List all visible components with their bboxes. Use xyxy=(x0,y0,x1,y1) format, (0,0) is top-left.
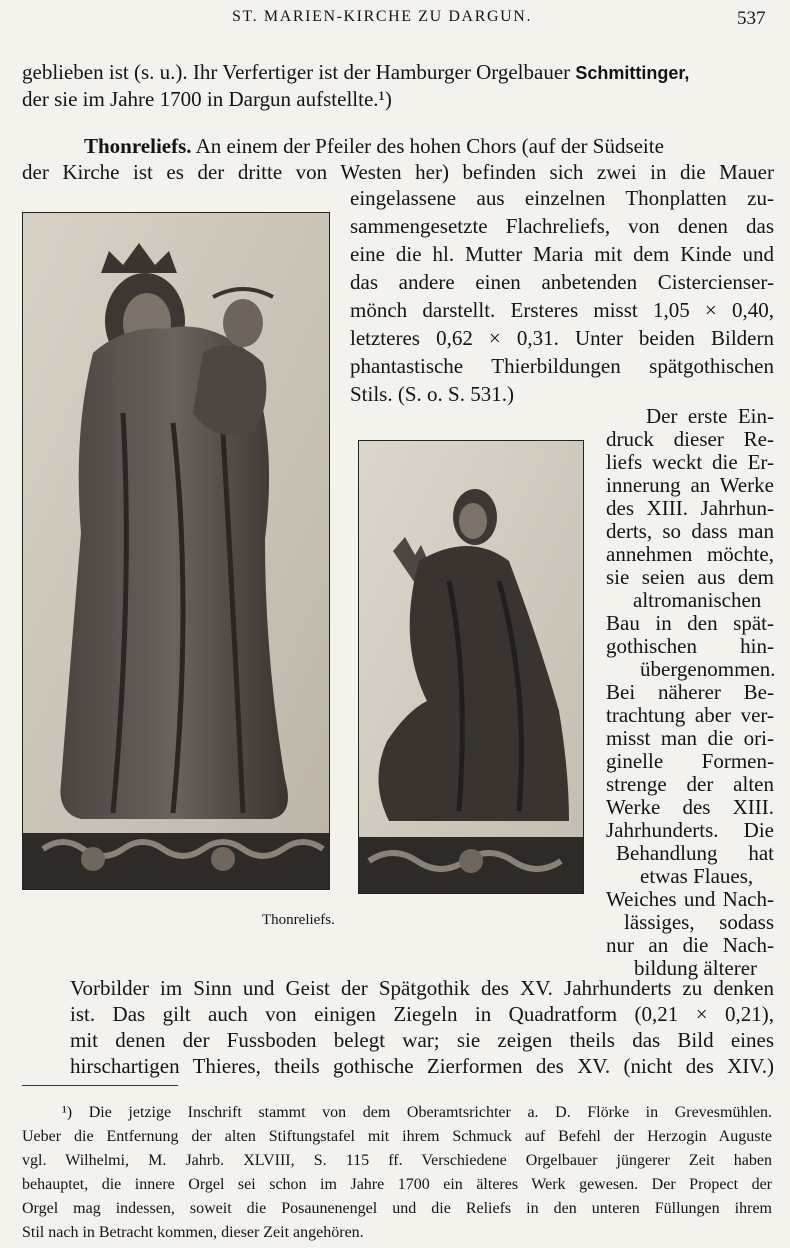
body-line: mit denen der Fussboden belegt war; sie zeigen theils das Bild eines xyxy=(70,1028,774,1052)
narrow-line: Bau in den spät- xyxy=(606,611,774,635)
narrow-line: Weiches und Nach- xyxy=(606,887,774,911)
narrow-line: sie seien aus dem xyxy=(606,565,774,589)
running-head xyxy=(0,8,790,36)
section-line-1-text: An einem der Pfeiler des hohen Chors (auf der Südseite xyxy=(195,134,664,158)
section-line-6: das andere einen anbetenden Cistercienser- xyxy=(350,270,774,294)
organ-builder-name: Schmittinger, xyxy=(575,63,690,83)
intro-text: geblieben ist (s. u.). Ihr Verfertiger ist der Hamburger Orgelbauer xyxy=(22,60,571,84)
intro-line-2: der sie im Jahre 1700 in Dargun aufstellte.¹) xyxy=(22,87,392,111)
footnote-rule xyxy=(22,1085,178,1086)
narrow-line: Bei näherer Be- xyxy=(606,680,774,704)
section-line-1 xyxy=(84,133,774,159)
narrow-line: liefs weckt die Er- xyxy=(606,450,774,474)
narrow-line: misst man die ori- xyxy=(606,726,774,750)
narrow-line: trachtung aber ver- xyxy=(606,703,774,727)
section-line-3: eingelassene aus einzelnen Thonplatten zu- xyxy=(350,186,774,210)
figure-caption: Thonreliefs. xyxy=(262,912,335,928)
footnote-line: ¹) Die jetzige Inschrift stammt von dem Oberamtsrichter a. D. Flörke in Grevesmühlen. xyxy=(62,1104,772,1121)
section-line-7: mönch darstellt. Ersteres misst 1,05 × 0,40, xyxy=(350,298,774,322)
narrow-line: innerung an Werke xyxy=(606,473,774,497)
madonna-relief-image xyxy=(22,212,330,890)
narrow-line: etwas Flaues, xyxy=(640,864,754,888)
section-line-8: letzteres 0,62 × 0,31. Unter beiden Bildern xyxy=(350,326,774,350)
narrow-line: lässiges, sodass xyxy=(624,910,774,934)
section-line-5: eine die hl. Mutter Maria mit dem Kinde und xyxy=(350,242,774,266)
intro-line-1 xyxy=(22,59,774,86)
footnote-line: vgl. Wilhelmi, M. Jahrb. XLVIII, S. 115 ff. Verschiedene Orgelbauer jüngerer Zeit haben xyxy=(22,1152,772,1169)
narrow-line: übergenommen. xyxy=(640,657,776,681)
section-line-4: sammengesetzte Flachreliefs, von denen das xyxy=(350,214,774,238)
running-title: ST. MARIEN-KIRCHE ZU DARGUN. xyxy=(232,8,533,25)
narrow-line: des XIII. Jahrhun- xyxy=(606,496,774,520)
section-line-2: der Kirche ist es der dritte von Westen her) befinden sich zwei in die Mauer xyxy=(22,160,774,184)
narrow-line: strenge der alten xyxy=(606,772,774,796)
footnote-line: Ueber die Entfernung der alten Stiftungstafel mit ihrem Schmuck auf Befehl der Herzogin Auguste xyxy=(22,1128,772,1145)
narrow-line: bildung älterer xyxy=(634,956,758,980)
madonna-relief-drawing xyxy=(23,213,329,889)
narrow-line: Der erste Ein- xyxy=(646,404,774,428)
narrow-line: derts, so dass man xyxy=(606,519,774,543)
narrow-line: Behandlung hat xyxy=(616,841,774,865)
section-line-9: phantastische Thierbildungen spätgothischen xyxy=(350,354,774,378)
narrow-line: nur an die Nach- xyxy=(606,933,774,957)
footnote-line: behauptet, die innere Orgel sei schon im Jahre 1700 ein älteres Werk gewesen. Der Propect der xyxy=(22,1176,772,1193)
monk-relief-image xyxy=(358,440,584,894)
section-line-10: Stils. (S. o. S. 531.) xyxy=(350,382,514,406)
narrow-line: ginelle Formen- xyxy=(606,749,774,773)
body-line: Vorbilder im Sinn und Geist der Spätgothik des XV. Jahrhunderts zu denken xyxy=(70,976,774,1000)
narrow-line: Werke des XIII. xyxy=(606,795,774,819)
footnote-line: Orgel mag indessen, soweit die Posaunenengel und die Reliefs in den unteren Füllungen ihrem xyxy=(22,1200,772,1217)
narrow-line: annehmen möchte, xyxy=(606,542,774,566)
footnote-line: Stil nach in Betracht kommen, dieser Zeit angehören. xyxy=(22,1224,364,1241)
narrow-line: gothischen hin- xyxy=(606,634,774,658)
body-line: hirschartigen Thieres, theils gothische Zierformen des XV. (nicht des XIV.) xyxy=(70,1054,774,1078)
section-heading: Thonreliefs. xyxy=(84,134,192,158)
monk-relief-drawing xyxy=(359,441,583,893)
page-number: 537 xyxy=(737,8,766,29)
narrow-line: Jahrhunderts. Die xyxy=(606,818,774,842)
narrow-line: altromanischen xyxy=(633,588,762,612)
narrow-line: druck dieser Re- xyxy=(606,427,774,451)
body-line: ist. Das gilt auch von einigen Ziegeln in Quadratform (0,21 × 0,21), xyxy=(70,1002,774,1026)
